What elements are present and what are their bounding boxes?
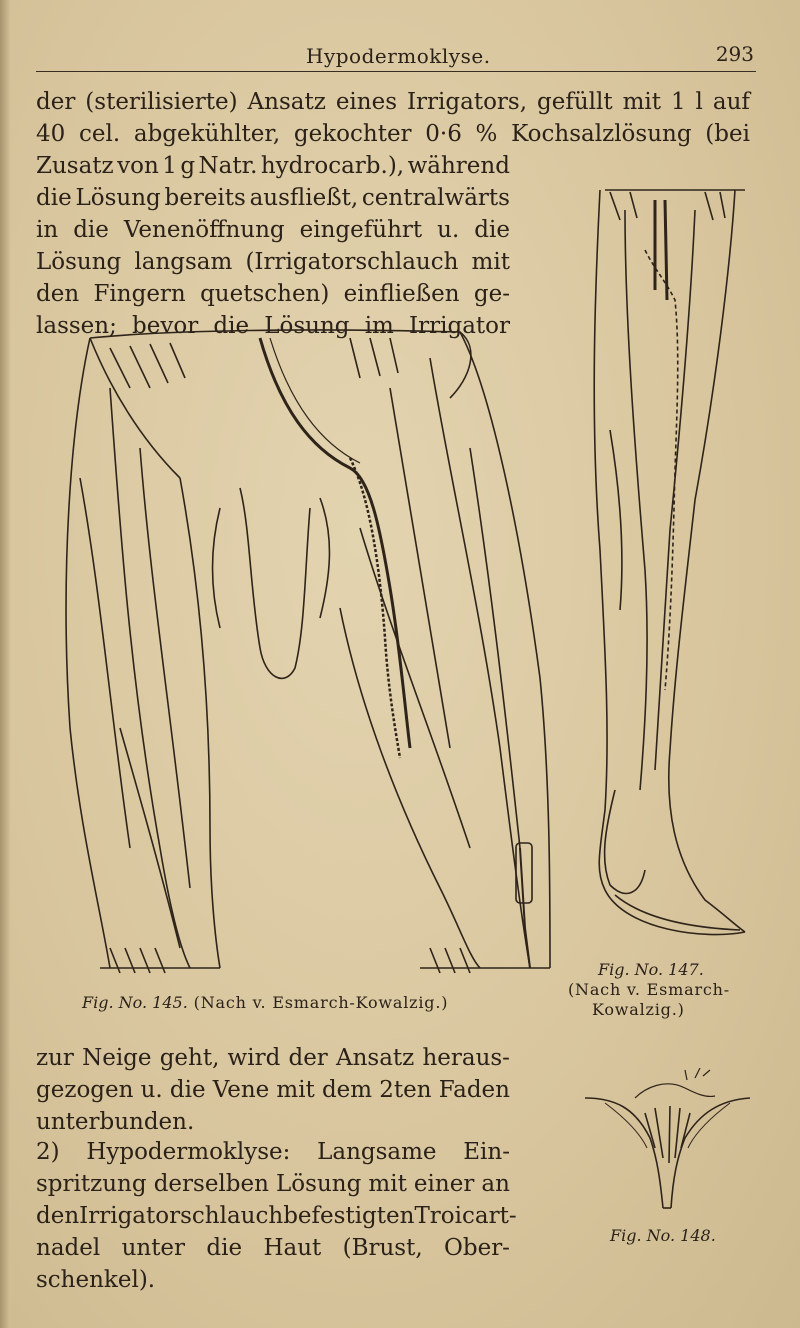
word: Venenöffnung: [123, 217, 285, 243]
figure-147-label-wrap: [598, 960, 704, 979]
word: mit: [471, 249, 510, 275]
figure-145-illustration: [50, 328, 560, 978]
word: Lösung: [264, 313, 350, 339]
word: langsam: [134, 249, 233, 275]
word: lassen;: [36, 313, 117, 339]
word: Ansatz: [247, 89, 326, 115]
word: spritzung: [36, 1171, 147, 1197]
figure-147-label: Fig. No. 147.: [598, 960, 704, 979]
word: befestigten: [283, 1203, 415, 1229]
word: die: [206, 1235, 243, 1261]
word: cel.: [78, 121, 121, 147]
text-line: [36, 1232, 510, 1264]
text-line: [36, 1168, 510, 1200]
word: an: [481, 1171, 510, 1197]
word: Vene: [212, 1077, 270, 1103]
word: mit: [622, 89, 661, 115]
word: eines: [335, 89, 398, 115]
word: 1: [162, 153, 177, 179]
word: 1: [670, 89, 686, 115]
figure-148-caption: [610, 1226, 716, 1245]
word: Hypodermoklyse:: [86, 1139, 291, 1165]
text-line: [36, 182, 510, 214]
word: ausfließt,: [249, 185, 359, 211]
word: %: [475, 121, 498, 147]
header-rule: [36, 71, 756, 73]
text-line: [36, 246, 510, 278]
word: derselben: [153, 1171, 269, 1197]
word: Troicart-: [414, 1203, 517, 1229]
word: 2ten: [379, 1077, 432, 1103]
word: die: [73, 217, 109, 243]
word: unter: [121, 1235, 186, 1261]
word: von: [117, 153, 159, 179]
word: (sterilisierte): [85, 89, 238, 115]
word: 0·6: [425, 121, 462, 147]
text-line: [36, 1074, 510, 1106]
word: eingeführt: [299, 217, 423, 243]
text-line: [36, 1200, 517, 1232]
word: hydrocarb.),: [260, 153, 405, 179]
word: Lösung: [75, 185, 161, 211]
word: gezogen: [36, 1077, 134, 1103]
word: Lösung: [36, 249, 122, 275]
word: Faden: [438, 1077, 510, 1103]
word: l: [695, 89, 703, 115]
word: (Irrigatorschlauch: [245, 249, 459, 275]
word: g: [180, 153, 196, 179]
word: Ober-: [444, 1235, 510, 1261]
word: die: [169, 1077, 206, 1103]
word: ge-: [473, 281, 510, 307]
word: der: [288, 1045, 328, 1071]
word: die: [213, 313, 250, 339]
word: Neige: [82, 1045, 152, 1071]
figure-145-label: Fig. No. 145.: [82, 993, 188, 1012]
word: zur: [36, 1045, 74, 1071]
text-line: [36, 118, 750, 150]
header-title: Hypodermoklyse.: [306, 44, 491, 68]
text-line: [36, 214, 510, 246]
word: die: [474, 217, 510, 243]
word: Irrigator: [409, 313, 510, 339]
word: Zusatz: [36, 153, 114, 179]
word: u.: [140, 1077, 163, 1103]
word: mit: [276, 1077, 315, 1103]
word: in: [36, 217, 59, 243]
word: mit: [368, 1171, 407, 1197]
text-line: unterbunden.: [36, 1109, 195, 1135]
word: quetschen): [200, 281, 330, 307]
word: wird: [227, 1045, 281, 1071]
word: Langsame: [317, 1139, 437, 1165]
word: im: [364, 313, 394, 339]
word: u.: [437, 217, 460, 243]
word: (bei: [705, 121, 750, 147]
word: auf: [712, 89, 750, 115]
word: Haut: [263, 1235, 322, 1261]
word: centralwärts: [361, 185, 510, 211]
page-number: 293: [715, 42, 754, 66]
word: dem: [321, 1077, 373, 1103]
paragraph-1-wrap: [36, 150, 510, 342]
figure-145-caption: [82, 993, 448, 1012]
word: der: [36, 89, 76, 115]
word: Ansatz: [335, 1045, 415, 1071]
figure-147-credit-1: (Nach v. Esmarch-: [568, 980, 730, 999]
paragraph-2: [36, 1042, 510, 1138]
word: Ein-: [463, 1139, 510, 1165]
word: bevor: [132, 313, 199, 339]
paragraph-1-top: [36, 86, 750, 150]
word: die: [36, 185, 72, 211]
word: Lösung: [276, 1171, 362, 1197]
figure-148-label: Fig. No. 148.: [610, 1226, 716, 1245]
word: 40: [36, 121, 66, 147]
word: abgekühlter,: [133, 121, 281, 147]
word: nadel: [36, 1235, 101, 1261]
word: gekochter: [293, 121, 412, 147]
text-line: [36, 150, 510, 182]
figure-147-credit-2: Kowalzig.): [592, 1000, 685, 1019]
word: geht,: [159, 1045, 220, 1071]
word: Natr.: [198, 153, 258, 179]
word: heraus-: [422, 1045, 510, 1071]
word: bereits: [164, 185, 246, 211]
text-line: schenkel).: [36, 1267, 156, 1293]
word: während: [407, 153, 510, 179]
text-line: [36, 278, 510, 310]
page-binding-edge: [0, 0, 10, 1328]
text-line: [36, 1042, 510, 1074]
figure-145-credit: (Nach v. Esmarch-Kowalzig.): [193, 993, 449, 1012]
paragraph-3: [36, 1136, 517, 1296]
word: gefüllt: [537, 89, 613, 115]
word: (Brust,: [342, 1235, 423, 1261]
word: Irrigators,: [406, 89, 528, 115]
word: Kochsalzlösung: [511, 121, 692, 147]
word: den: [36, 1203, 80, 1229]
word: den: [36, 281, 80, 307]
word: einer: [413, 1171, 475, 1197]
word: Fingern: [93, 281, 186, 307]
text-line: [36, 86, 750, 118]
running-header: [36, 38, 756, 72]
word: Irrigatorschlauch: [79, 1203, 284, 1229]
word: 2): [36, 1139, 60, 1165]
text-line: [36, 1136, 510, 1168]
figure-148-illustration: [585, 1068, 750, 1218]
word: einfließen: [343, 281, 460, 307]
figure-147-illustration: [585, 170, 750, 950]
